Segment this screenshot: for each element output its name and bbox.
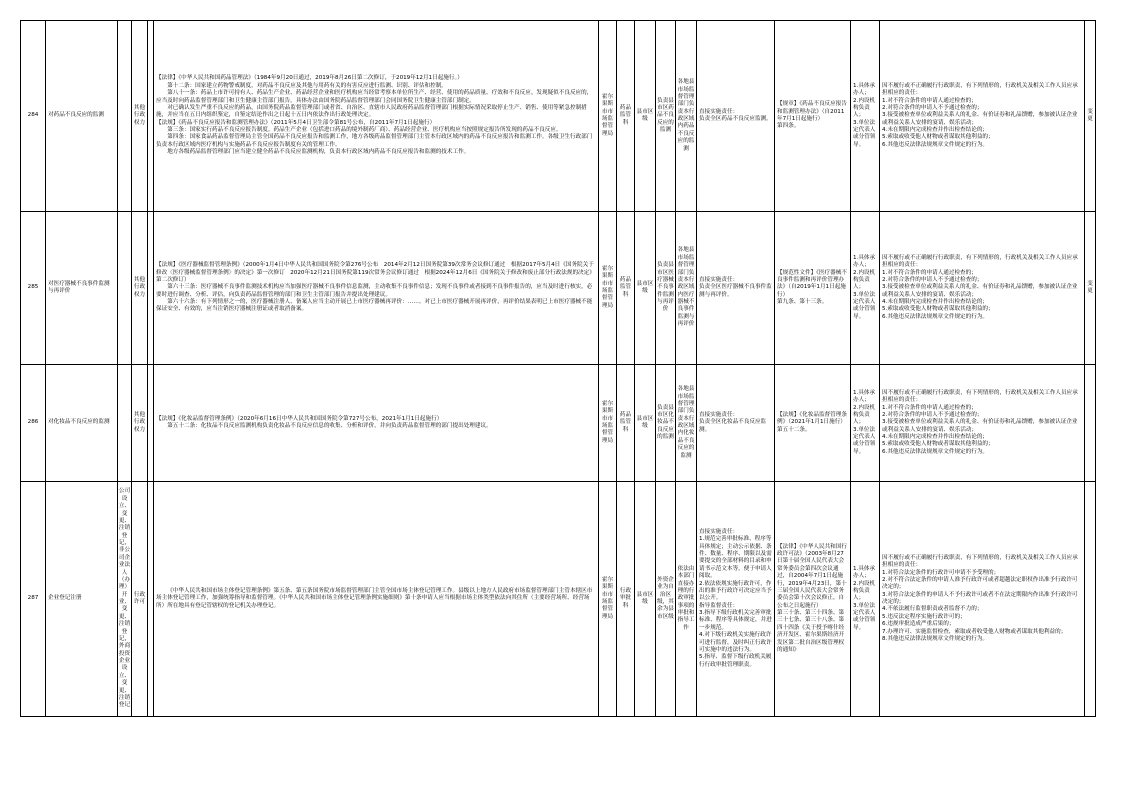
exercise-level: 县市区级 [635,21,656,212]
legal-basis [154,21,599,212]
accountability-line: 5.索取或收受他人财物或者谋取其他利益的； [882,134,994,141]
implementing-agency: 霍尔果斯市市场监督管理局 [599,482,617,717]
division-of-duties: 负责县市区医疗器械不良事件监测与再评价 [656,212,676,365]
subject-line: 3.单位法定代表人或分管领导。 [853,426,876,455]
level-responsibility: 各地县市场监督管理部门负责本行政区域内药品不良反应的监测 [676,21,697,212]
direct-responsibility [697,365,775,482]
basis-paragraph: 第五十二条：化妆品不良反应监测机构负责化妆品不良反应信息的收集、分析和评价，并向负责药品监督管理的部门提出处理建议。 [167,423,492,429]
responsibility-basis-line: 第三十条、第三十四条、第三十七条、第三十八条、第四十四条《关于授予喀什经济开发区、霍尔果斯经济开发区第二批自治区级管理权的通知》 [777,610,845,653]
responsible-subject [851,365,880,482]
sub-item [118,365,132,482]
row-number: 287 [21,482,46,717]
subject-line: 2.内设机构负责人； [853,580,876,602]
responsibility-basis-line: 【法规】《化妆品监督管理条例》（2021年1月1日施行） [777,411,847,426]
accountability-line: 因不履行或不正确履行行政职责，有下列情形的，行政机关及相关工作人员应承担相应的责任： [882,389,1078,404]
power-category: 其他行政权力 [132,212,148,365]
responsibility-basis-line: 第九条、第十三条。 [777,299,828,306]
accountability-line: 1.对不符合条件的申请人通过检查的； [882,97,977,104]
row-number: 285 [21,212,46,365]
accountability-line: 8.其他违反法律法规规章文件规定的行为。 [882,635,989,642]
responsible-department: 行政审批科 [617,482,635,717]
exercise-level: 县市区级 [635,212,656,365]
power-category: 行政许可 [132,482,148,717]
subject-line: 1.具体承办人； [853,82,876,97]
responsibility-basis [775,365,851,482]
direct-resp-line: 2.依法依规实施行政许可，作出的准予行政许可决定应当予以公开。 [699,580,772,602]
basis-paragraph: 第三条：国家实行药品不良反应报告制度。药品生产企业（包括进口药品的境外制药厂商）、药品经营企业、医疗机构应当按照规定报告所发现的药品不良反应。 [167,127,562,134]
table-row [21,365,1096,482]
basis-paragraph: 对已确认发生严重不良反应的药品，由国务院药品监督管理部门或者省、自治区、直辖市人民政府药品监督管理部门根据实际情况采取停止生产、销售、使用等紧急控制措施，并应当在五日内组织鉴定，自鉴定结论作出之日起十五日内依法作出行政处理决定。 [156,104,587,119]
exercise-level: 县市区级 [635,365,656,482]
accountability-line: 5.索取或收受他人财物或者谋取其他利益的； [882,441,994,448]
direct-resp-line: 负责全区化妆品不良反应监测。 [699,419,767,433]
implementing-agency: 霍尔果斯市市场监督管理局 [599,21,617,212]
direct-resp-line: 指导监督责任： [699,602,739,609]
accountability-line: 3.接受被检查单位或利益关系人的礼金、有价证券和礼品馈赠，参加被认证企业或利益关系人安排的宴请、娱乐活动； [882,284,1078,298]
row-number: 286 [21,365,46,482]
subject-line: 2.内设机构负责人； [853,97,876,119]
accountability-line: 4.不依法履行监督职责或者监督不力的； [882,606,983,613]
direct-resp-line: 负责全区医疗器械不良事件监测与再评价。 [699,284,772,298]
accountability-line: 1.对不符合条件的申请人通过检查的； [882,269,977,276]
responsible-department: 药品监管科 [617,212,635,365]
basis-paragraph: 第十二条：国家建立药物警戒制度，对药品不良反应及其他与用药有关的有害反应进行监测、识别、评估和控制。 [167,82,447,89]
remark: 变更 [1085,21,1096,212]
subject-line: 3.单位法定代表人或分管领导。 [853,602,876,631]
legal-basis [154,482,599,717]
responsibility-basis-line: 【规范性文件】《医疗器械不良事件监测和再评价管理办法》（自2019年1月1日起施行） [777,269,847,298]
accountability-line: 6.其他违反法律法规规章文件规定的行为。 [882,448,989,455]
direct-resp-line: 4.对下级行政机关实施行政许可进行监督，及时纠正行政许可实施中的违法行为。 [699,632,772,653]
power-category: 其他行政权力 [132,365,148,482]
basis-paragraph: 【法规】《药品不良反应报告和监测管理办法》（2011年5月4日卫生部令第81号公布，自2011年7月1日起施行） [156,119,436,126]
accountability [880,212,1085,365]
responsible-subject [851,21,880,212]
accountability-line: 4.未在期限内完成检查并作出检查结论的； [882,127,989,134]
basis-paragraph: 【法规】《医疗器械监督管理条例》（2000年1月4日中华人民共和国国务院令第276号公布 2014年2月12日国务院第39次常务会议修订通过 根据2017年5月4日《国务院关于修改〈医疗器械监督管理条例〉的决定》第一次修订 2020年12月21日国务院第119次常务会议修订通过 根据2024年12月6日《国务院关于修改和废止部分行政法规的决定》第二次修订） [156,262,595,283]
accountability-line: 2.对不符合法定条件的申请人准予行政许可或者超越法定职权作出准予行政许可决定的； [882,576,1078,591]
subject-line: 1.具体承办人； [853,565,876,580]
accountability-line: 2.对符合条件的申请人不予通过检查的； [882,411,983,418]
subject-line: 2.内设机构负责人； [853,269,876,291]
accountability-line: 5.违反法定程序实施行政许可的； [882,613,966,620]
level-responsibility: 依法由本部门直接办理的行政审批事项的审批和指导工作 [676,482,697,717]
item-name: 对化妆品不良反应的监测 [46,365,118,482]
basis-paragraph: 第八十一条：药品上市许可持有人、药品生产企业、药品经营企业和医疗机构应当经常考察本单位所生产、经营、使用的药品质量、疗效和不良反应。发现疑似不良反应的，应当及时向药品监督管理部门和卫生健康主管部门报告。具体办法由国务院药品监督管理部门会同国务院卫生健康主管部门制定。 [156,90,593,104]
direct-resp-line: 直接实施责任： [699,528,739,535]
direct-resp-line: 直接实施责任： [699,411,739,418]
basis-paragraph: 地方各级药品监督管理部门应当建立健全药品不良反应监测机构，负责本行政区域内药品不良反应报告和监测的技术工作。 [167,149,470,156]
item-name: 企业登记注册 [46,482,118,717]
direct-responsibility [697,212,775,365]
responsible-subject [851,482,880,717]
sub-item: 公司设立、变更、注销登记，非公司企业法人（办理）开业、变更、注销登记，外商投资企业设立、变更、注销登记 [118,482,132,717]
legal-basis [154,365,599,482]
subject-line: 2.内设机构负责人； [853,404,876,426]
basis-paragraph: 【法规】《化妆品监督管理条例》（2020年6月16日中华人民共和国国务院令第727号公布，2021年1月1日起施行） [156,415,443,422]
basis-paragraph: 第六十三条：医疗器械不良事件监测技术机构应当加强医疗器械不良事件信息监测，主动收集不良事件信息；发现不良事件或者接到不良事件报告的，应当及时进行核实，必要时进行调查、分析、评估，向负责药品监督管理的部门和卫生主管部门报告并提出处理建议。 [156,284,593,298]
accountability-line: 3.接受被检查单位或利益关系人的礼金、有价证券和礼品馈赠，参加被认证企业或利益关系人安排的宴请、娱乐活动； [882,419,1078,433]
direct-resp-line: 直接实施责任： [699,108,739,115]
implementing-agency: 霍尔果斯市市场监督管理局 [599,365,617,482]
responsibility-basis-line: 第四条。 [777,123,800,130]
direct-resp-line: 直接实施责任： [699,276,739,283]
level-responsibility: 各地县市场监督管理部门负责本行政区域内化妆品不良反应的监测 [676,365,697,482]
basis-paragraph: 第六十六条：有下列情形之一的，医疗器械注册人、备案人应当主动开展已上市医疗器械再评价：……。对已上市医疗器械开展再评价，再评价结果表明已上市医疗器械不能保证安全、有效的，应当注销医疗器械注册证或者取消备案。 [156,299,593,313]
responsibility-basis-line: 第五十二条。 [777,426,811,433]
accountability-line: 4.未在期限内完成检查并作出检查结论的； [882,299,989,306]
responsibility-basis [775,21,851,212]
responsibility-basis [775,482,851,717]
direct-resp-line: 3.指导下级行政机关完善审批标准、程序等具体规定，并进一步规范。 [699,610,772,631]
subject-line: 3.单位法定代表人或分管领导。 [853,119,876,148]
subject-line: 1.具体承办人； [853,389,876,404]
table-row [21,212,1096,365]
division-of-duties: 负责县市区化妆品不良反应的监测 [656,365,676,482]
accountability-line: 因不履行或不正确履行行政职责，有下列情形的，行政机关及相关工作人员应承担相应的责任： [882,82,1078,97]
accountability-line: 2.对符合条件的申请人不予通过检查的； [882,276,983,283]
legal-basis [154,212,599,365]
accountability-line: 6.其他违反法律法规规章文件规定的行为。 [882,141,989,148]
responsible-department: 药品监管科 [617,21,635,212]
accountability-line: 2.对符合条件的申请人不予通过检查的； [882,104,983,111]
accountability [880,365,1085,482]
direct-responsibility [697,21,775,212]
remark [1085,482,1096,717]
implementing-agency: 霍尔果斯市市场监督管理局 [599,212,617,365]
accountability [880,482,1085,717]
responsibility-basis-line: 【法律】《中华人民共和国行政许可法》（2003年8月27日第十届全国人民代表大会常务委员会第四次会议通过，自2004年7月1日起施行，2019年4月23日，第十三届全国人民代表大会常务委员会第十次会议修正，自公布之日起施行） [777,543,847,609]
responsible-subject [851,212,880,365]
accountability-line: 3.接受被检查单位或利益关系人的礼金、有价证券和礼品馈赠，参加被认证企业或利益关系人安排的宴请、娱乐活动； [882,112,1078,126]
accountability-line: 5.索取或收受他人财物或者谋取其他利益的； [882,306,994,313]
subject-line: 3.单位法定代表人或分管领导。 [853,291,876,320]
accountability-line: 3.对符合法定条件的申请人不予行政许可或者不在法定期限内作出准予行政许可决定的； [882,591,1078,605]
responsibility-basis-line: 【规章】《药品不良反应报告和监测管理办法》（自2011年7月1日起施行） [777,101,847,122]
sub-item [118,212,132,365]
row-number: 284 [21,21,46,212]
responsibility-basis [775,212,851,365]
item-name: 对药品不良反应的监测 [46,21,118,212]
item-name: 对医疗器械不良事件监测与再评价 [46,212,118,365]
remark: 变更 [1085,212,1096,365]
accountability [880,21,1085,212]
remark [1085,365,1096,482]
accountability-line: 4.未在期限内完成检查并作出检查结论的； [882,434,989,441]
direct-resp-line: 1.规范完善审批标准、程序等具体规定；主动公示依据、条件、数量、程序、期限以及需要提交的全部材料的目录和申请书示范文本等，便于申请人阅取。 [699,536,772,580]
accountability-line: 因不履行或不正确履行行政职责，有下列情形的，行政机关及相关工作人员应承担相应的责任： [882,254,1078,269]
direct-resp-line: 5.指导、监督下级行政机关履行行政审批管理职责。 [699,654,772,668]
basis-paragraph: 《中华人民共和国市场主体登记管理条例》第五条、第五条国务院市场监督管理部门主管全国市场主体登记管理工作。县级以上地方人民政府市场监督管理部门主管本辖区市场主体登记管理工作，加强统筹指导和监督管理。《中华人民共和国市场主体登记管理条例实施细则》第十条申请人应当根据市场主体类型依法向其住所（主要经营场所、经营场所）所在地具有登记管辖权的登记机关办理登记。 [156,587,593,609]
direct-responsibility [697,482,775,717]
responsible-department: 药品监管科 [617,365,635,482]
power-category: 其他行政权力 [132,21,148,212]
accountability-line: 6.违规审批造成严重后果的； [882,621,955,628]
accountability-line: 因不履行或不正确履行行政职责，有下列情形的，行政机关及相关工作人员应承担相应的责任： [882,554,1078,569]
accountability-line: 1.对符合法定条件的行政许可申请不予受理的； [882,569,1000,576]
subject-line: 1.具体承办人； [853,254,876,269]
power-list-table [20,20,1096,717]
division-of-duties: 负责县市区药品不良反应的监测 [656,21,676,212]
accountability-line: 1.对不符合条件的申请人通过检查的； [882,404,977,411]
table-row [21,21,1096,212]
direct-resp-line: 负责全区药品不良反应监测。 [699,116,772,122]
division-of-duties: 外资企业为自治区级，其余为县市区级 [656,482,676,717]
exercise-level: 县市区级 [635,482,656,717]
basis-paragraph: 【法律】《中华人民共和国药品管理法》（1984年9月20日通过，2019年8月26日第二次修订，于2019年12月1日起施行。） [156,75,463,82]
basis-paragraph: 第四条：国家食品药品监督管理局主管全国药品不良反应报告和监测工作，地方各级药品监督管理部门主管本行政区域内的药品不良反应报告和监测工作。各级卫生行政部门负责本行政区域内医疗机构与实施药品不良反应报告制度有关的管理工作。 [156,134,593,148]
accountability-line: 6.其他违反法律法规规章文件规定的行为。 [882,313,989,320]
accountability-line: 7.办理许可、实施监督检查，索取或者收受他人财物或者谋取其他利益的； [882,628,1067,635]
table-row [21,482,1096,717]
level-responsibility: 各地县市场监督管理部门负责本行政区域内医疗器械不良事件监测与再评价 [676,212,697,365]
sub-item [118,21,132,212]
